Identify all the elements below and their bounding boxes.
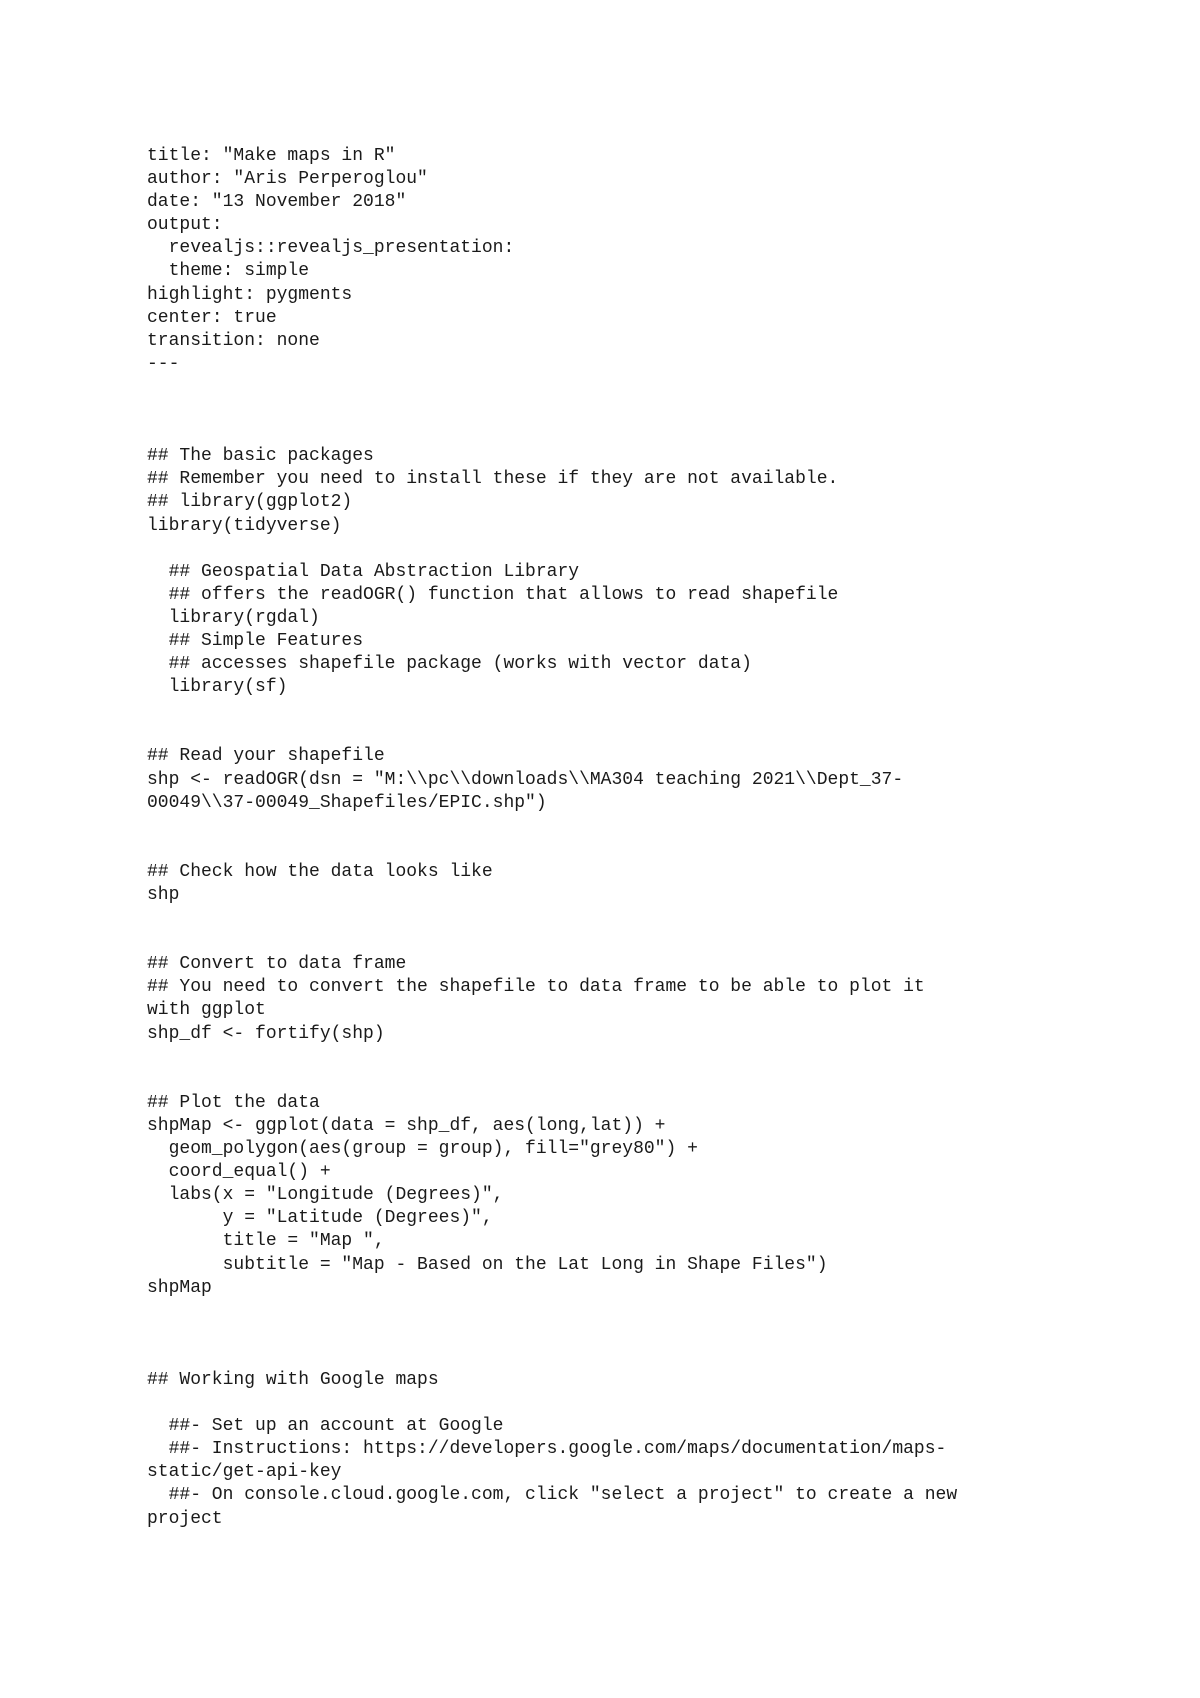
code-line	[147, 838, 1147, 861]
code-line: revealjs::revealjs_presentation:	[147, 238, 515, 259]
code-line: ## Simple Features	[147, 630, 364, 651]
code-line	[147, 722, 1147, 745]
code-line: ## accesses shapefile package (works with vector data)	[147, 654, 752, 675]
code-line: y = "Latitude (Degrees)",	[147, 1208, 493, 1229]
code-line: ## Geospatial Data Abstraction Library	[147, 561, 580, 582]
code-line: title: "Make maps in R"	[147, 146, 396, 166]
code-line	[147, 1323, 1147, 1346]
code-line: shp	[147, 885, 180, 905]
code-line: shp_df <- fortify(shp)	[147, 1023, 385, 1044]
code-line	[147, 1046, 1147, 1069]
code-line: coord_equal() +	[147, 1162, 331, 1183]
code-line: title = "Map ",	[147, 1231, 385, 1252]
code-line: with ggplot	[147, 1000, 266, 1021]
code-line	[147, 399, 1147, 422]
code-line: author: "Aris Perperoglou"	[147, 169, 428, 190]
code-line: ## Check how the data looks like	[147, 861, 493, 882]
code-line	[147, 815, 1147, 838]
code-line: ## Working with Google maps	[147, 1369, 439, 1390]
code-line: transition: none	[147, 330, 320, 351]
code-line: highlight: pygments	[147, 284, 353, 305]
code-line: ## Remember you need to install these if they are not available.	[147, 469, 839, 490]
code-line	[147, 538, 1147, 561]
code-line	[147, 1069, 1147, 1092]
code-line: 00049\\37-00049_Shapefiles/EPIC.shp")	[147, 792, 547, 813]
code-line: library(sf)	[147, 677, 288, 698]
code-line: ##- Set up an account at Google	[147, 1416, 504, 1437]
code-line	[147, 1300, 1147, 1323]
code-line: ## You need to convert the shapefile to data frame to be able to plot it	[147, 977, 925, 998]
code-line: ## offers the readOGR() function that allows to read shapefile	[147, 584, 839, 605]
code-line: ##- On console.cloud.google.com, click "select a project" to create a new	[147, 1485, 958, 1506]
code-line: output:	[147, 215, 223, 236]
code-line: ## library(ggplot2)	[147, 492, 353, 513]
code-line: geom_polygon(aes(group = group), fill="grey80") +	[147, 1139, 698, 1160]
code-line: ---	[147, 353, 180, 374]
code-line: library(tidyverse)	[147, 515, 342, 536]
code-line	[147, 930, 1147, 953]
code-line: ## Read your shapefile	[147, 746, 385, 767]
code-listing	[147, 145, 1147, 1531]
code-line: ## Convert to data frame	[147, 954, 407, 975]
code-line: ## The basic packages	[147, 446, 374, 467]
code-line: labs(x = "Longitude (Degrees)",	[147, 1185, 504, 1206]
code-line	[147, 699, 1147, 722]
code-line	[147, 376, 1147, 399]
code-line: library(rgdal)	[147, 607, 320, 628]
code-line: ##- Instructions: https://developers.google.com/maps/documentation/maps-	[147, 1439, 947, 1460]
code-line: subtitle = "Map - Based on the Lat Long in Shape Files")	[147, 1254, 828, 1275]
code-line	[147, 907, 1147, 930]
code-line: date: "13 November 2018"	[147, 192, 407, 213]
code-line	[147, 422, 1147, 445]
code-line: project	[147, 1508, 223, 1529]
code-line: shpMap	[147, 1277, 212, 1298]
code-line: ## Plot the data	[147, 1092, 320, 1113]
code-line: theme: simple	[147, 261, 310, 282]
code-line: static/get-api-key	[147, 1462, 342, 1483]
code-line: shp <- readOGR(dsn = "M:\\pc\\downloads\\MA304 teaching 2021\\Dept_37-	[147, 769, 904, 790]
code-line	[147, 1392, 1147, 1415]
code-line: shpMap <- ggplot(data = shp_df, aes(long,lat)) +	[147, 1115, 666, 1136]
code-line	[147, 1346, 1147, 1369]
code-line: center: true	[147, 307, 277, 328]
